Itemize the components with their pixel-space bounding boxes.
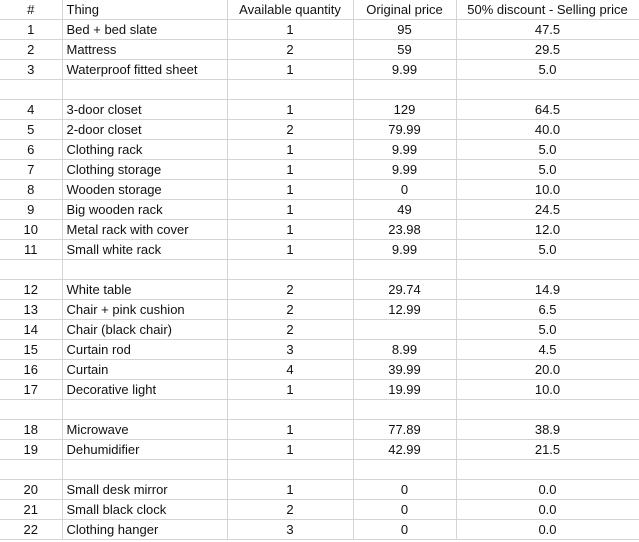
cell-original-price[interactable]: 0: [353, 500, 456, 520]
cell-original-price[interactable]: 39.99: [353, 360, 456, 380]
empty-cell[interactable]: [227, 400, 353, 420]
empty-row: [0, 260, 639, 280]
cell-number[interactable]: 10: [0, 220, 62, 240]
cell-quantity[interactable]: 4: [227, 360, 353, 380]
table-row: [0, 240, 639, 260]
empty-cell[interactable]: [0, 80, 62, 100]
cell-quantity[interactable]: 1: [227, 380, 353, 400]
cell-original-price[interactable]: 59: [353, 40, 456, 60]
cell-quantity[interactable]: 1: [227, 440, 353, 460]
cell-number[interactable]: 8: [0, 180, 62, 200]
empty-cell[interactable]: [456, 400, 639, 420]
cell-number[interactable]: 3: [0, 60, 62, 80]
empty-cell[interactable]: [456, 460, 639, 480]
cell-selling-price[interactable]: 40.0: [456, 120, 639, 140]
table-row: [0, 140, 639, 160]
cell-quantity[interactable]: 2: [227, 120, 353, 140]
cell-quantity[interactable]: 2: [227, 280, 353, 300]
cell-thing[interactable]: Big wooden rack: [62, 200, 227, 220]
cell-thing[interactable]: Bed + bed slate: [62, 20, 227, 40]
cell-thing[interactable]: Small black clock: [62, 500, 227, 520]
header-row: [0, 0, 639, 20]
cell-quantity[interactable]: 1: [227, 200, 353, 220]
empty-cell[interactable]: [227, 80, 353, 100]
table-body: [0, 20, 639, 540]
cell-original-price[interactable]: 9.99: [353, 240, 456, 260]
cell-selling-price[interactable]: 12.0: [456, 220, 639, 240]
cell-thing[interactable]: Dehumidifier: [62, 440, 227, 460]
cell-selling-price[interactable]: 38.9: [456, 420, 639, 440]
cell-thing[interactable]: Metal rack with cover: [62, 220, 227, 240]
table-row: [0, 200, 639, 220]
table-row: [0, 480, 639, 500]
cell-selling-price[interactable]: 4.5: [456, 340, 639, 360]
cell-selling-price[interactable]: 24.5: [456, 200, 639, 220]
cell-thing[interactable]: Clothing hanger: [62, 520, 227, 540]
cell-quantity[interactable]: 2: [227, 300, 353, 320]
cell-number[interactable]: 7: [0, 160, 62, 180]
empty-cell[interactable]: [0, 460, 62, 480]
cell-thing[interactable]: 2-door closet: [62, 120, 227, 140]
cell-quantity[interactable]: 2: [227, 500, 353, 520]
cell-number[interactable]: 9: [0, 200, 62, 220]
cell-number[interactable]: 15: [0, 340, 62, 360]
cell-thing[interactable]: Decorative light: [62, 380, 227, 400]
cell-thing[interactable]: Mattress: [62, 40, 227, 60]
cell-selling-price[interactable]: 0.0: [456, 480, 639, 500]
cell-thing[interactable]: Small white rack: [62, 240, 227, 260]
cell-selling-price[interactable]: 5.0: [456, 320, 639, 340]
cell-thing[interactable]: Curtain rod: [62, 340, 227, 360]
cell-selling-price[interactable]: 10.0: [456, 180, 639, 200]
cell-original-price[interactable]: 0: [353, 520, 456, 540]
empty-cell[interactable]: [62, 260, 227, 280]
cell-selling-price[interactable]: 10.0: [456, 380, 639, 400]
cell-quantity[interactable]: 1: [227, 240, 353, 260]
cell-thing[interactable]: Waterproof fitted sheet: [62, 60, 227, 80]
cell-number[interactable]: 22: [0, 520, 62, 540]
cell-selling-price[interactable]: 5.0: [456, 60, 639, 80]
cell-original-price[interactable]: 12.99: [353, 300, 456, 320]
cell-thing[interactable]: Clothing storage: [62, 160, 227, 180]
table-row: [0, 160, 639, 180]
cell-thing[interactable]: Wooden storage: [62, 180, 227, 200]
empty-row: [0, 400, 639, 420]
cell-original-price[interactable]: 9.99: [353, 140, 456, 160]
cell-thing[interactable]: White table: [62, 280, 227, 300]
cell-number[interactable]: 2: [0, 40, 62, 60]
cell-number[interactable]: 6: [0, 140, 62, 160]
empty-cell[interactable]: [353, 80, 456, 100]
cell-quantity[interactable]: 3: [227, 340, 353, 360]
cell-original-price[interactable]: [353, 320, 456, 340]
cell-quantity[interactable]: 1: [227, 160, 353, 180]
header-cell-thing[interactable]: Thing: [62, 0, 227, 20]
cell-number[interactable]: 20: [0, 480, 62, 500]
cell-original-price[interactable]: 49: [353, 200, 456, 220]
cell-original-price[interactable]: 42.99: [353, 440, 456, 460]
cell-thing[interactable]: Curtain: [62, 360, 227, 380]
cell-selling-price[interactable]: 29.5: [456, 40, 639, 60]
empty-cell[interactable]: [62, 80, 227, 100]
cell-selling-price[interactable]: 0.0: [456, 520, 639, 540]
cell-quantity[interactable]: 1: [227, 220, 353, 240]
cell-selling-price[interactable]: 5.0: [456, 240, 639, 260]
cell-quantity[interactable]: 1: [227, 20, 353, 40]
cell-number[interactable]: 18: [0, 420, 62, 440]
cell-quantity[interactable]: 1: [227, 480, 353, 500]
cell-quantity[interactable]: 3: [227, 520, 353, 540]
table-row: [0, 120, 639, 140]
empty-cell[interactable]: [62, 400, 227, 420]
cell-quantity[interactable]: 1: [227, 100, 353, 120]
cell-number[interactable]: 4: [0, 100, 62, 120]
empty-cell[interactable]: [227, 260, 353, 280]
cell-selling-price[interactable]: 5.0: [456, 160, 639, 180]
cell-thing[interactable]: Clothing rack: [62, 140, 227, 160]
table-row: [0, 520, 639, 540]
cell-original-price[interactable]: 19.99: [353, 380, 456, 400]
table-row: [0, 300, 639, 320]
cell-original-price[interactable]: 9.99: [353, 160, 456, 180]
cell-selling-price[interactable]: 64.5: [456, 100, 639, 120]
table-row: [0, 40, 639, 60]
cell-original-price[interactable]: 0: [353, 180, 456, 200]
cell-thing[interactable]: Microwave: [62, 420, 227, 440]
cell-quantity[interactable]: 2: [227, 320, 353, 340]
header-cell-selling-price[interactable]: 50% discount - Selling price: [456, 0, 639, 20]
empty-cell[interactable]: [0, 260, 62, 280]
empty-row: [0, 80, 639, 100]
cell-selling-price[interactable]: 6.5: [456, 300, 639, 320]
cell-original-price[interactable]: 129: [353, 100, 456, 120]
table-row: [0, 420, 639, 440]
empty-cell[interactable]: [353, 460, 456, 480]
table-row: [0, 220, 639, 240]
table-row: [0, 440, 639, 460]
table-row: [0, 320, 639, 340]
cell-selling-price[interactable]: 21.5: [456, 440, 639, 460]
cell-number[interactable]: 14: [0, 320, 62, 340]
cell-quantity[interactable]: 1: [227, 420, 353, 440]
cell-thing[interactable]: Chair + pink cushion: [62, 300, 227, 320]
cell-quantity[interactable]: 2: [227, 40, 353, 60]
cell-original-price[interactable]: 23.98: [353, 220, 456, 240]
empty-cell[interactable]: [0, 400, 62, 420]
cell-original-price[interactable]: 8.99: [353, 340, 456, 360]
table-row: [0, 340, 639, 360]
cell-quantity[interactable]: 1: [227, 140, 353, 160]
empty-row: [0, 460, 639, 480]
cell-original-price[interactable]: 79.99: [353, 120, 456, 140]
empty-cell[interactable]: [353, 260, 456, 280]
cell-number[interactable]: 19: [0, 440, 62, 460]
cell-original-price[interactable]: 29.74: [353, 280, 456, 300]
header-cell-quantity[interactable]: Available quantity: [227, 0, 353, 20]
table-row: [0, 100, 639, 120]
cell-original-price[interactable]: 95: [353, 20, 456, 40]
cell-selling-price[interactable]: 5.0: [456, 140, 639, 160]
cell-selling-price[interactable]: 47.5: [456, 20, 639, 40]
table-row: [0, 280, 639, 300]
cell-number[interactable]: 12: [0, 280, 62, 300]
empty-cell[interactable]: [62, 460, 227, 480]
cell-quantity[interactable]: 1: [227, 60, 353, 80]
header-cell-original-price[interactable]: Original price: [353, 0, 456, 20]
cell-selling-price[interactable]: 0.0: [456, 500, 639, 520]
header-cell-number[interactable]: #: [0, 0, 62, 20]
table-row: [0, 500, 639, 520]
table-row: [0, 380, 639, 400]
cell-number[interactable]: 16: [0, 360, 62, 380]
cell-original-price[interactable]: 0: [353, 480, 456, 500]
cell-number[interactable]: 1: [0, 20, 62, 40]
empty-cell[interactable]: [456, 260, 639, 280]
cell-number[interactable]: 17: [0, 380, 62, 400]
cell-number[interactable]: 5: [0, 120, 62, 140]
empty-cell[interactable]: [353, 400, 456, 420]
table-row: [0, 180, 639, 200]
empty-cell[interactable]: [456, 80, 639, 100]
cell-quantity[interactable]: 1: [227, 180, 353, 200]
table-row: [0, 20, 639, 40]
cell-thing[interactable]: Small desk mirror: [62, 480, 227, 500]
empty-cell[interactable]: [227, 460, 353, 480]
cell-number[interactable]: 13: [0, 300, 62, 320]
cell-original-price[interactable]: 77.89: [353, 420, 456, 440]
table-row: [0, 60, 639, 80]
cell-thing[interactable]: Chair (black chair): [62, 320, 227, 340]
cell-number[interactable]: 11: [0, 240, 62, 260]
cell-original-price[interactable]: 9.99: [353, 60, 456, 80]
cell-selling-price[interactable]: 20.0: [456, 360, 639, 380]
cell-number[interactable]: 21: [0, 500, 62, 520]
table-row: [0, 360, 639, 380]
cell-thing[interactable]: 3-door closet: [62, 100, 227, 120]
cell-selling-price[interactable]: 14.9: [456, 280, 639, 300]
